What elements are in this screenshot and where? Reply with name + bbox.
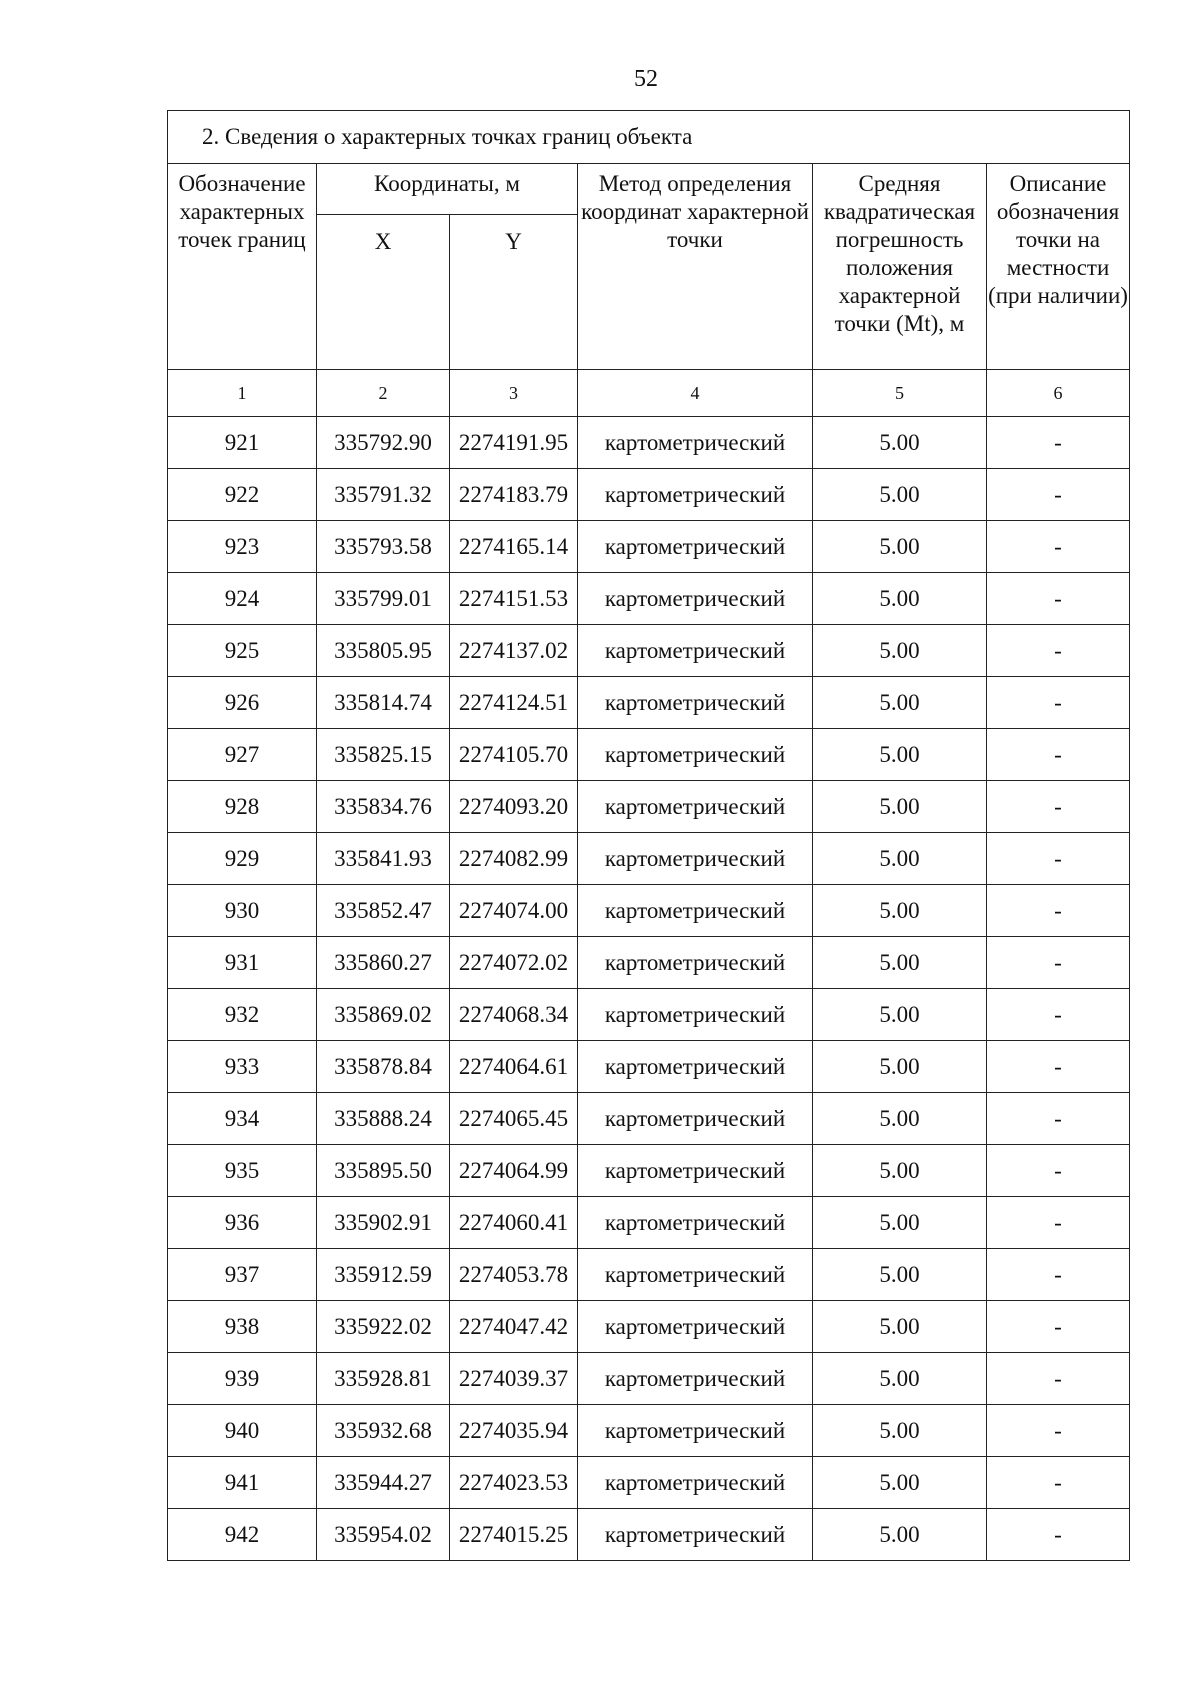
method-cell: картометрический: [578, 417, 813, 469]
description-cell: -: [987, 1353, 1130, 1405]
column-number: 1: [168, 370, 317, 417]
method-cell: картометрический: [578, 469, 813, 521]
error-cell: 5.00: [813, 989, 987, 1041]
method-cell: картометрический: [578, 729, 813, 781]
table-row: [168, 417, 1130, 469]
y-coordinate-cell: 2274093.20: [450, 781, 578, 833]
x-coordinate-cell: 335799.01: [317, 573, 450, 625]
y-coordinate-cell: 2274105.70: [450, 729, 578, 781]
method-cell: картометрический: [578, 625, 813, 677]
point-id-cell: 923: [168, 521, 317, 573]
error-cell: 5.00: [813, 1301, 987, 1353]
table-row: [168, 1041, 1130, 1093]
section-title-row: [168, 111, 1130, 164]
description-cell: -: [987, 469, 1130, 521]
description-cell: -: [987, 573, 1130, 625]
method-cell: картометрический: [578, 833, 813, 885]
error-cell: 5.00: [813, 469, 987, 521]
y-coordinate-cell: 2274082.99: [450, 833, 578, 885]
x-coordinate-cell: 335834.76: [317, 781, 450, 833]
description-cell: -: [987, 1041, 1130, 1093]
table-row: [168, 937, 1130, 989]
table-row: [168, 1353, 1130, 1405]
x-coordinate-cell: 335888.24: [317, 1093, 450, 1145]
method-cell: картометрический: [578, 1041, 813, 1093]
x-coordinate-cell: 335841.93: [317, 833, 450, 885]
table-body: [168, 417, 1130, 1561]
y-coordinate-cell: 2274068.34: [450, 989, 578, 1041]
header-x: X: [317, 215, 450, 370]
point-id-cell: 939: [168, 1353, 317, 1405]
column-number: 3: [450, 370, 578, 417]
column-number-row: [168, 370, 1130, 417]
table-row: [168, 1405, 1130, 1457]
header-y: Y: [450, 215, 578, 370]
y-coordinate-cell: 2274060.41: [450, 1197, 578, 1249]
point-id-cell: 935: [168, 1145, 317, 1197]
table-row: [168, 1145, 1130, 1197]
x-coordinate-cell: 335878.84: [317, 1041, 450, 1093]
description-cell: -: [987, 885, 1130, 937]
method-cell: картометрический: [578, 937, 813, 989]
point-id-cell: 922: [168, 469, 317, 521]
error-cell: 5.00: [813, 833, 987, 885]
x-coordinate-cell: 335852.47: [317, 885, 450, 937]
y-coordinate-cell: 2274183.79: [450, 469, 578, 521]
table-row: [168, 885, 1130, 937]
description-cell: -: [987, 989, 1130, 1041]
y-coordinate-cell: 2274064.99: [450, 1145, 578, 1197]
description-cell: -: [987, 521, 1130, 573]
error-cell: 5.00: [813, 625, 987, 677]
method-cell: картометрический: [578, 989, 813, 1041]
y-coordinate-cell: 2274064.61: [450, 1041, 578, 1093]
error-cell: 5.00: [813, 1509, 987, 1561]
x-coordinate-cell: 335954.02: [317, 1509, 450, 1561]
error-cell: 5.00: [813, 1249, 987, 1301]
y-coordinate-cell: 2274065.45: [450, 1093, 578, 1145]
error-cell: 5.00: [813, 573, 987, 625]
table-row: [168, 833, 1130, 885]
column-number: 5: [813, 370, 987, 417]
y-coordinate-cell: 2274047.42: [450, 1301, 578, 1353]
description-cell: -: [987, 1509, 1130, 1561]
point-id-cell: 929: [168, 833, 317, 885]
column-number: 4: [578, 370, 813, 417]
y-coordinate-cell: 2274165.14: [450, 521, 578, 573]
table-row: [168, 989, 1130, 1041]
method-cell: картометрический: [578, 1093, 813, 1145]
point-id-cell: 928: [168, 781, 317, 833]
header-coordinates: Координаты, м: [317, 164, 578, 215]
method-cell: картометрический: [578, 1301, 813, 1353]
table-row: [168, 469, 1130, 521]
method-cell: картометрический: [578, 885, 813, 937]
x-coordinate-cell: 335825.15: [317, 729, 450, 781]
y-coordinate-cell: 2274074.00: [450, 885, 578, 937]
header-method: Метод определения координат характерной точки: [578, 164, 813, 370]
method-cell: картометрический: [578, 1249, 813, 1301]
table-row: [168, 573, 1130, 625]
x-coordinate-cell: 335805.95: [317, 625, 450, 677]
x-coordinate-cell: 335912.59: [317, 1249, 450, 1301]
point-id-cell: 936: [168, 1197, 317, 1249]
page-number: 52: [634, 66, 658, 92]
table-row: [168, 781, 1130, 833]
method-cell: картометрический: [578, 573, 813, 625]
point-id-cell: 926: [168, 677, 317, 729]
description-cell: -: [987, 1457, 1130, 1509]
section-title: 2. Сведения о характерных точках границ объекта: [168, 111, 1130, 164]
boundary-points-table: [167, 110, 1130, 1561]
y-coordinate-cell: 2274191.95: [450, 417, 578, 469]
description-cell: -: [987, 1301, 1130, 1353]
x-coordinate-cell: 335869.02: [317, 989, 450, 1041]
description-cell: -: [987, 1145, 1130, 1197]
point-id-cell: 941: [168, 1457, 317, 1509]
y-coordinate-cell: 2274035.94: [450, 1405, 578, 1457]
column-number: 2: [317, 370, 450, 417]
error-cell: 5.00: [813, 1353, 987, 1405]
x-coordinate-cell: 335792.90: [317, 417, 450, 469]
point-id-cell: 930: [168, 885, 317, 937]
header-error: Средняя квадратическая погрешность положения характерной точки (Mt), м: [813, 164, 987, 370]
method-cell: картометрический: [578, 1509, 813, 1561]
column-number: 6: [987, 370, 1130, 417]
error-cell: 5.00: [813, 1457, 987, 1509]
error-cell: 5.00: [813, 885, 987, 937]
error-cell: 5.00: [813, 729, 987, 781]
table-row: [168, 1249, 1130, 1301]
y-coordinate-cell: 2274124.51: [450, 677, 578, 729]
table-row: [168, 625, 1130, 677]
table-row: [168, 729, 1130, 781]
error-cell: 5.00: [813, 521, 987, 573]
table-row: [168, 1301, 1130, 1353]
method-cell: картометрический: [578, 1197, 813, 1249]
table-row: [168, 1093, 1130, 1145]
method-cell: картометрический: [578, 1405, 813, 1457]
description-cell: -: [987, 625, 1130, 677]
x-coordinate-cell: 335928.81: [317, 1353, 450, 1405]
point-id-cell: 934: [168, 1093, 317, 1145]
error-cell: 5.00: [813, 1145, 987, 1197]
x-coordinate-cell: 335793.58: [317, 521, 450, 573]
x-coordinate-cell: 335860.27: [317, 937, 450, 989]
y-coordinate-cell: 2274039.37: [450, 1353, 578, 1405]
x-coordinate-cell: 335944.27: [317, 1457, 450, 1509]
error-cell: 5.00: [813, 1405, 987, 1457]
point-id-cell: 942: [168, 1509, 317, 1561]
point-id-cell: 931: [168, 937, 317, 989]
table-row: [168, 1197, 1130, 1249]
x-coordinate-cell: 335791.32: [317, 469, 450, 521]
point-id-cell: 933: [168, 1041, 317, 1093]
description-cell: -: [987, 417, 1130, 469]
table-row: [168, 521, 1130, 573]
y-coordinate-cell: 2274023.53: [450, 1457, 578, 1509]
table-row: [168, 677, 1130, 729]
point-id-cell: 924: [168, 573, 317, 625]
description-cell: -: [987, 1093, 1130, 1145]
point-id-cell: 921: [168, 417, 317, 469]
point-id-cell: 940: [168, 1405, 317, 1457]
point-id-cell: 932: [168, 989, 317, 1041]
point-id-cell: 927: [168, 729, 317, 781]
error-cell: 5.00: [813, 677, 987, 729]
error-cell: 5.00: [813, 1093, 987, 1145]
header-designation: Обозначение характерных точек границ: [168, 164, 317, 370]
x-coordinate-cell: 335895.50: [317, 1145, 450, 1197]
y-coordinate-cell: 2274137.02: [450, 625, 578, 677]
error-cell: 5.00: [813, 937, 987, 989]
description-cell: -: [987, 1249, 1130, 1301]
description-cell: -: [987, 677, 1130, 729]
y-coordinate-cell: 2274015.25: [450, 1509, 578, 1561]
method-cell: картометрический: [578, 1145, 813, 1197]
description-cell: -: [987, 937, 1130, 989]
description-cell: -: [987, 1405, 1130, 1457]
x-coordinate-cell: 335902.91: [317, 1197, 450, 1249]
method-cell: картометрический: [578, 1457, 813, 1509]
method-cell: картометрический: [578, 781, 813, 833]
description-cell: -: [987, 833, 1130, 885]
description-cell: -: [987, 1197, 1130, 1249]
header-description: Описание обозначения точки на местности (при наличии): [987, 164, 1130, 370]
header-row: [168, 164, 1130, 215]
method-cell: картометрический: [578, 521, 813, 573]
point-id-cell: 937: [168, 1249, 317, 1301]
method-cell: картометрический: [578, 677, 813, 729]
error-cell: 5.00: [813, 417, 987, 469]
description-cell: -: [987, 729, 1130, 781]
y-coordinate-cell: 2274053.78: [450, 1249, 578, 1301]
point-id-cell: 925: [168, 625, 317, 677]
table-row: [168, 1509, 1130, 1561]
x-coordinate-cell: 335922.02: [317, 1301, 450, 1353]
y-coordinate-cell: 2274151.53: [450, 573, 578, 625]
error-cell: 5.00: [813, 1197, 987, 1249]
point-id-cell: 938: [168, 1301, 317, 1353]
table-row: [168, 1457, 1130, 1509]
description-cell: -: [987, 781, 1130, 833]
x-coordinate-cell: 335814.74: [317, 677, 450, 729]
y-coordinate-cell: 2274072.02: [450, 937, 578, 989]
method-cell: картометрический: [578, 1353, 813, 1405]
x-coordinate-cell: 335932.68: [317, 1405, 450, 1457]
error-cell: 5.00: [813, 1041, 987, 1093]
error-cell: 5.00: [813, 781, 987, 833]
